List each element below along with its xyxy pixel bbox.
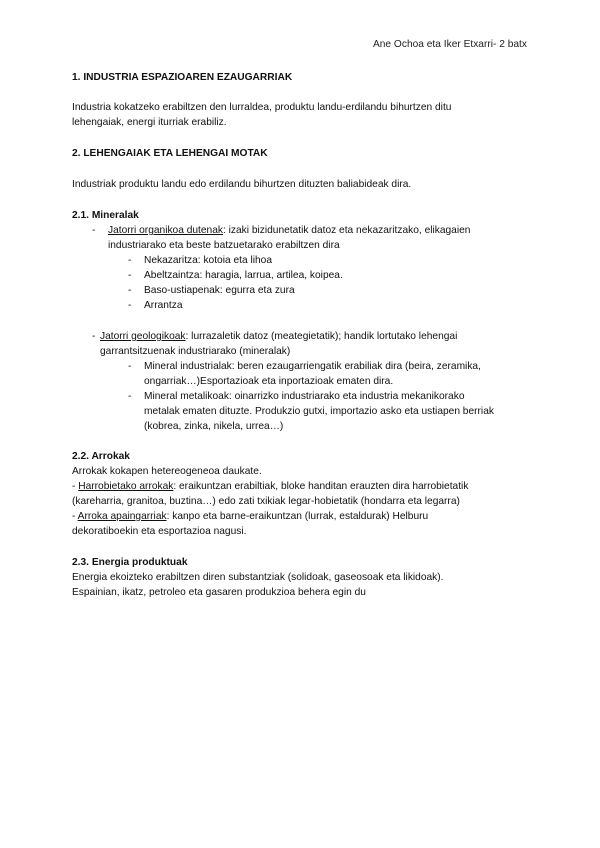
- organic-origin-term: Jatorri organikoa dutenak: [108, 225, 223, 236]
- industrial-minerals-line-1: Mineral industrialak: beren ezaugarriengatik erabiliak dira (beira, zeramika,: [144, 361, 481, 372]
- section-2-1-title: 2.1. Mineralak: [72, 210, 139, 221]
- list-dash: -: [92, 225, 96, 236]
- industrial-minerals-line-2: ongarriak…)Esportazioak eta inportazioak ematen dira.: [144, 376, 394, 387]
- section-1-text-line-2: lehengaiak, energi iturriak erabiliz.: [72, 117, 227, 128]
- section-2-3-title: 2.3. Energia produktuak: [72, 557, 188, 568]
- list-dash: -: [128, 300, 132, 311]
- rocks-intro: Arrokak kokapen hetereogeneoa daukate.: [72, 466, 262, 477]
- organic-item: Baso-ustiapenak: egurra eta zura: [144, 285, 295, 296]
- geologic-origin-term: Jatorri geologikoak: [100, 331, 186, 342]
- geologic-origin-line-1: [100, 329, 457, 344]
- organic-origin-line-2: industriarako eta beste batzuetarako erabiltzen dira: [108, 240, 340, 251]
- quarry-rocks-line-1: [72, 479, 532, 494]
- quarry-rocks-desc: : eraikuntzan erabiltiak, bloke handitan erauzten dira harrobietatik: [173, 481, 469, 492]
- organic-origin-line-1: [108, 223, 470, 238]
- list-dash: -: [128, 391, 132, 402]
- section-2-text: Industriak produktu landu edo erdilandu bihurtzen dituzten baliabideak dira.: [72, 179, 412, 190]
- organic-item: Arrantza: [144, 300, 183, 311]
- ornamental-rocks-desc: : kanpo eta barne-eraikuntzan (lurrak, estaldurak) Helburu: [166, 511, 429, 522]
- list-dash: -: [128, 285, 132, 296]
- geologic-origin-line-2: garrantsitzuenak industriarako (mineralak): [100, 346, 291, 357]
- energy-products-line-1: Energia ekoizteko erabiltzen diren substantziak (solidoak, gaseosoak eta likidoak).: [72, 572, 444, 583]
- section-1-text-line-1: Industria kokatzeko erabiltzen den lurraldea, produktu landu-erdilandu bihurtzen ditu: [72, 102, 452, 113]
- ornamental-rocks-line-2: dekoratiboekin eta esportazioa nagusi.: [72, 526, 247, 537]
- section-2-title: 2. LEHENGAIAK ETA LEHENGAI MOTAK: [72, 148, 268, 159]
- energy-products-line-2: Espainian, ikatz, petroleo eta gasaren produkzioa behera egin du: [72, 587, 366, 598]
- list-dash: -: [128, 361, 132, 372]
- section-1-title: 1. INDUSTRIA ESPAZIOAREN EZAUGARRIAK: [72, 72, 293, 83]
- geologic-origin-desc: : lurrazaletik datoz (meategietatik); handik lortutako lehengai: [185, 331, 458, 342]
- list-dash: -: [128, 270, 132, 281]
- metallic-minerals-line-2: metalak ematen dituzte. Produkzio gutxi, importazio asko eta ustiapen berriak: [144, 406, 494, 417]
- metallic-minerals-line-3: (kobrea, zinka, nikela, urrea…): [144, 421, 284, 432]
- section-2-2-title: 2.2. Arrokak: [72, 451, 130, 462]
- organic-item: Abeltzaintza: haragia, larrua, artilea, koipea.: [144, 270, 343, 281]
- metallic-minerals-line-1: Mineral metalikoak: oinarrizko industriarako eta industria mekanikorako: [144, 391, 465, 402]
- quarry-rocks-term: Harrobietako arrokak: [78, 481, 174, 492]
- ornamental-rocks-line-1: [72, 509, 532, 524]
- organic-item: Nekazaritza: kotoia eta lihoa: [144, 255, 272, 266]
- list-dash: -: [128, 255, 132, 266]
- organic-origin-desc: : izaki bizidunetatik datoz eta nekazaritzako, elikagaien: [222, 225, 471, 236]
- quarry-prefix: -: [72, 481, 79, 492]
- list-dash: -: [92, 331, 96, 342]
- ornamental-rocks-term: Arroka apaingarriak: [77, 511, 167, 522]
- ornamental-prefix: -: [72, 511, 78, 522]
- quarry-rocks-line-2: (kareharria, granitoa, buztina…) edo zati txikiak legar-hobietatik (hondarra eta legarra): [72, 496, 460, 507]
- page-header-author: Ane Ochoa eta Iker Etxarri- 2 batx: [372, 39, 527, 50]
